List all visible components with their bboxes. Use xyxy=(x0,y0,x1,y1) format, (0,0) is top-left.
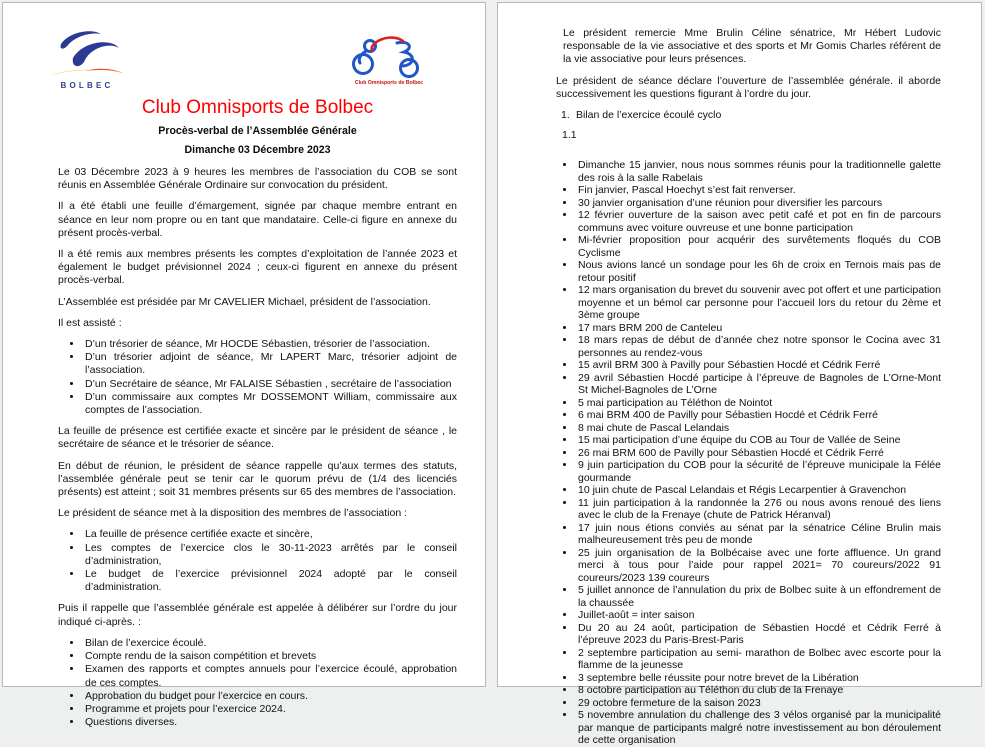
bullet-item: • 17 mars BRM 200 de Canteleu xyxy=(576,322,941,335)
paragraph: L’Assemblée est présidée par Mr CAVELIER Michael, président de l’association. xyxy=(58,295,431,308)
bullet-item: • 25 juin organisation de la Bolbécaise avec une forte affluence. Un grand merci à tous pour l’aide pour rappel 2021= 70 coureurs/2022 91 coureurs/2023 139 coureurs xyxy=(576,547,941,585)
bullet-item: • D’un Secrétaire de séance, Mr FALAISE Sébastien , secrétaire de l’association xyxy=(83,378,457,391)
cob-logo-caption: Club Omnisports de Bolbec xyxy=(354,80,424,86)
bullet-item: • Examen des rapports et comptes annuels pour l’exercice écoulé, approbation de ces comptes. xyxy=(83,663,457,689)
bullet-item: • Les comptes de l’exercice clos le 30-11-2023 arrêtés par le conseil d’administration, xyxy=(83,542,457,568)
paragraph: La feuille de présence est certifiée exacte et sincère par le président de séance , le secrétaire de séance et le trésorier de séance. xyxy=(58,425,457,451)
document-subtitle: Procès-verbal de l’Assemblée Générale xyxy=(158,125,357,137)
bullet-list xyxy=(58,338,457,417)
document-title: Club Omnisports de Bolbec xyxy=(141,97,374,118)
bullet-item: • 9 juin participation du COB pour la sécurité de l’épreuve municipale la Félée gourmande xyxy=(576,459,941,484)
bullet-item: • Juillet-août = inter saison xyxy=(576,609,941,622)
left-page-body xyxy=(58,166,457,729)
paragraph: Puis il rappelle que l’assemblée générale est appelée à délibérer sur l’ordre du jour indiqué ci-après. : xyxy=(58,602,457,628)
paragraph: Le 03 Décembre 2023 à 9 heures les membres de l’association du COB se sont réunis en Assemblée Générale Ordinaire sur convocation du président. xyxy=(58,166,457,192)
bullet-item: • Du 20 au 24 août, participation de Sébastien Hocdé et Cédrik Ferré à l’épreuve 2023 du Paris-Brest-Paris xyxy=(576,622,941,647)
bullet-item: • 15 mai participation d’une équipe du COB au Tour de Vallée de Seine xyxy=(576,434,941,447)
cyclist-logo-icon xyxy=(341,33,437,87)
bullet-item: • 26 mai BRM 600 de Pavilly pour Sébastien Hocdé et Cédrik Ferré xyxy=(576,447,941,460)
bullet-item: • Approbation du budget pour l’exercice en cours. xyxy=(83,690,457,703)
document-page-left xyxy=(2,2,486,729)
paragraph: Le président remercie Mme Brulin Céline sénatrice, Mr Hébert Ludovic responsable de la vie associative et des sports et Mr Gomis Charles référent de la vie associative pour leurs présences. xyxy=(563,27,941,66)
right-page-body xyxy=(556,27,941,747)
bullet-item: • 3 septembre belle réussite pour notre brevet de la Libération xyxy=(576,672,941,685)
paragraph: Il a été établi une feuille d’émargement, signée par chaque membre entrant en séance en leur nom propre ou en tant que mandataire. Celle-ci figure en annexe du présent procès-verbal. xyxy=(58,200,457,239)
bullet-item: • Questions diverses. xyxy=(83,716,457,729)
bullet-item: • D’un commissaire aux comptes Mr DOSSEMONT William, commissaire aux comptes de l’association. xyxy=(83,391,457,417)
bullet-item: • Dimanche 15 janvier, nous nous sommes réunis pour la traditionnelle galette des rois à la salle Rabelais xyxy=(576,159,941,184)
paragraph: Le président de séance met à la disposition des membres de l’association : xyxy=(58,507,408,520)
bullet-item: • 17 juin nous étions conviés au sénat par la sénatrice Céline Brulin mais malheureusement très peu de monde xyxy=(576,522,941,547)
bullet-item: • 18 mars repas de début de d’année chez notre sponsor le Cocina avec 31 personnes au rendez-vous xyxy=(576,334,941,359)
bullet-item: • 8 octobre participation au Téléthon du club de la Frenaye xyxy=(576,684,941,697)
numbered-item-text: Bilan de l’exercice écoulé cyclo xyxy=(576,109,722,122)
bullet-item: • Bilan de l’exercice écoulé. xyxy=(83,637,457,650)
bullet-item: • 2 septembre participation au semi- marathon de Bolbec avec escorte pour la flamme de la jeunesse xyxy=(576,647,941,672)
document-page-right xyxy=(497,2,982,747)
numbered-item-marker: 1. xyxy=(561,109,570,122)
bullet-item: • La feuille de présence certifiée exacte et sincère, xyxy=(83,528,457,541)
bullet-item: • Nous avions lancé un sondage pour les 6h de croix en Ternois mais pas de retour positif xyxy=(576,259,941,284)
spacer xyxy=(556,142,941,159)
bullet-item: • 10 juin chute de Pascal Lelandais et Régis Lecarpentier à Gravenchon xyxy=(576,484,941,497)
bullet-item: • 29 avril Sébastien Hocdé participe à l’épreuve de Bagnoles de L’Orne-Mont St Michel-Bagnoles de L’Orne xyxy=(576,372,941,397)
bullet-item: • Programme et projets pour l’exercice 2024. xyxy=(83,703,457,716)
bullet-item: • 12 février ouverture de la saison avec petit café et pot en fin de parcours communs avec voiture ouvreuse et une bonne participation xyxy=(576,209,941,234)
paragraph: Il est assisté : xyxy=(58,316,122,329)
bolbec-logo-icon xyxy=(37,27,137,93)
bullet-list xyxy=(58,637,457,729)
bullet-item: • 29 octobre fermeture de la saison 2023 xyxy=(576,697,941,710)
bullet-item: • 15 avril BRM 300 à Pavilly pour Sébastien Hocdé et Cédrik Ferré xyxy=(576,359,941,372)
club-omnisports-logo xyxy=(341,33,437,92)
bullet-list xyxy=(58,528,457,594)
paragraph: Il a été remis aux membres présents les comptes d’exploitation de l’année 2023 et également le budget prévisionnel 2024 ; ceux-ci figurent en annexe du présent procès-verbal. xyxy=(58,248,457,287)
bullet-item: • 6 mai BRM 400 de Pavilly pour Sébastien Hocdé et Cédrik Ferré xyxy=(576,409,941,422)
bullet-item: • D’un trésorier de séance, Mr HOCDE Sébastien, trésorier de l’association. xyxy=(83,338,457,351)
bolbec-city-logo xyxy=(37,27,137,98)
bullet-item: • Compte rendu de la saison compétition et brevets xyxy=(83,650,457,663)
paragraph: Le président de séance déclare l’ouverture de l’assemblée générale. il aborde successivement les questions figurant à l’ordre du jour. xyxy=(556,74,941,100)
left-page-content xyxy=(3,3,485,729)
bullet-item: • 11 juin participation à la randonnée la 276 ou nous avons renoué des liens avec le club de la Frenaye (chute de Patrick Héranval) xyxy=(576,497,941,522)
bullet-item: • 30 janvier organisation d’une réunion pour diversifier les parcours xyxy=(576,197,941,210)
bullet-item: • D’un trésorier adjoint de séance, Mr LAPERT Marc, trésorier adjoint de l’association. xyxy=(83,351,457,377)
document-date: Dimanche 03 Décembre 2023 xyxy=(184,144,331,156)
bullet-item: • Le budget de l’exercice prévisionnel 2024 adopté par le conseil d’administration. xyxy=(83,568,457,594)
bullet-item: • 5 novembre annulation du challenge des 3 vélos organisé par la municipalité par manque de participants malgré notre investissement au bon déroulement de cette organisation xyxy=(576,709,941,747)
bullet-item: • 12 mars organisation du brevet du souvenir avec pot offert et une participation moyenne et un bémol car personne pour l’accueil lors du retour du 2ème et 3ème groupe xyxy=(576,284,941,322)
bullet-item: • 5 mai participation au Téléthon de Nointot xyxy=(576,397,941,410)
right-page-content xyxy=(498,3,981,747)
bullet-list xyxy=(556,159,941,747)
numbered-item xyxy=(561,109,941,122)
bolbec-logo-caption: BOLBEC xyxy=(60,81,114,90)
bullet-item: • 8 mai chute de Pascal Lelandais xyxy=(576,422,941,435)
paragraph: En début de réunion, le président de séance rappelle qu’aux termes des statuts, l’assemblée générale peut se tenir car le quorum prévu de (1/4 des licenciés présents) est atteint ; soit 31 membres présents sur 65 des membres de l’association. xyxy=(58,459,457,499)
bullet-item: • 5 juillet annonce de l’annulation du prix de Bolbec suite à un effondrement de la chaussée xyxy=(576,584,941,609)
bullet-item: • Fin janvier, Pascal Hoechyt s’est fait renverser. xyxy=(576,184,941,197)
bullet-item: • Mi-février proposition pour acquérir des survêtements floqués du COB Cyclisme xyxy=(576,234,941,259)
sub-number: 1.1 xyxy=(562,129,577,142)
